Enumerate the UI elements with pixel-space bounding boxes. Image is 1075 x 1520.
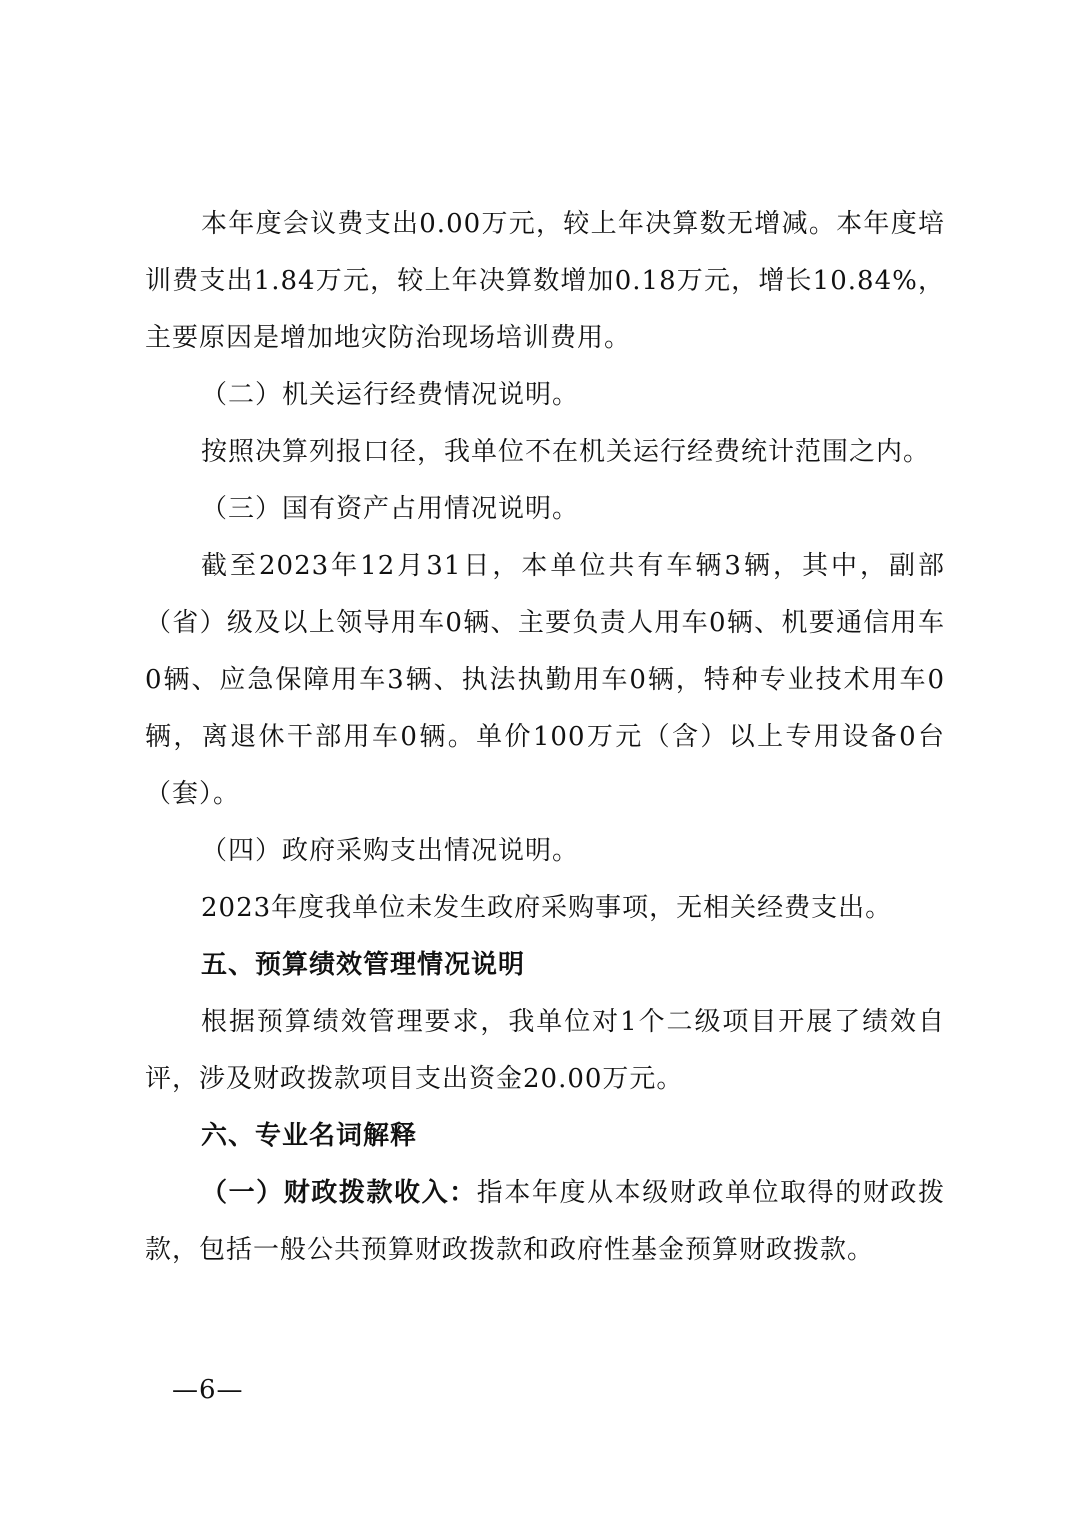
paragraph-budget-performance: 根据预算绩效管理要求，我单位对1个二级项目开展了绩效自评，涉及财政拨款项目支出资金20.00万元。 <box>145 1007 945 1094</box>
paragraph-government-procurement: 2023年度我单位未发生政府采购事项，无相关经费支出。 <box>201 893 893 923</box>
heading-agency-operating-expenses: （二）机关运行经费情况说明。 <box>201 380 580 410</box>
page-number: —6— <box>172 1375 244 1405</box>
heading-terminology: 六、专业名词解释 <box>201 1121 418 1151</box>
paragraph-agency-operating-expenses: 按照决算列报口径，我单位不在机关运行经费统计范围之内。 <box>201 437 931 467</box>
heading-budget-performance: 五、预算绩效管理情况说明 <box>201 950 526 980</box>
paragraph-fiscal-appropriation-income <box>145 1165 945 1279</box>
heading-state-assets: （三）国有资产占用情况说明。 <box>201 494 580 524</box>
heading-government-procurement: （四）政府采购支出情况说明。 <box>201 836 580 866</box>
term-definition: 指本年度从本级财政单位取得的财政拨款，包括一般公共预算财政拨款和政府性基金预算财政拨款。 <box>145 1178 945 1265</box>
document-body <box>145 196 945 1279</box>
paragraph-meeting-training-fees: 本年度会议费支出0.00万元，较上年决算数无增减。本年度培训费支出1.84万元，较上年决算数增加0.18万元，增长10.84%，主要原因是增加地灾防治现场培训费用。 <box>145 209 945 353</box>
term-label: （一）财政拨款收入： <box>201 1178 477 1208</box>
paragraph-state-assets: 截至2023年12月31日，本单位共有车辆3辆，其中，副部（省）级及以上领导用车0辆、主要负责人用车0辆、机要通信用车0辆、应急保障用车3辆、执法执勤用车0辆，特种专业技术用车0辆，离退休干部用车0辆。单价100万元（含）以上专用设备0台（套）。 <box>145 551 945 809</box>
